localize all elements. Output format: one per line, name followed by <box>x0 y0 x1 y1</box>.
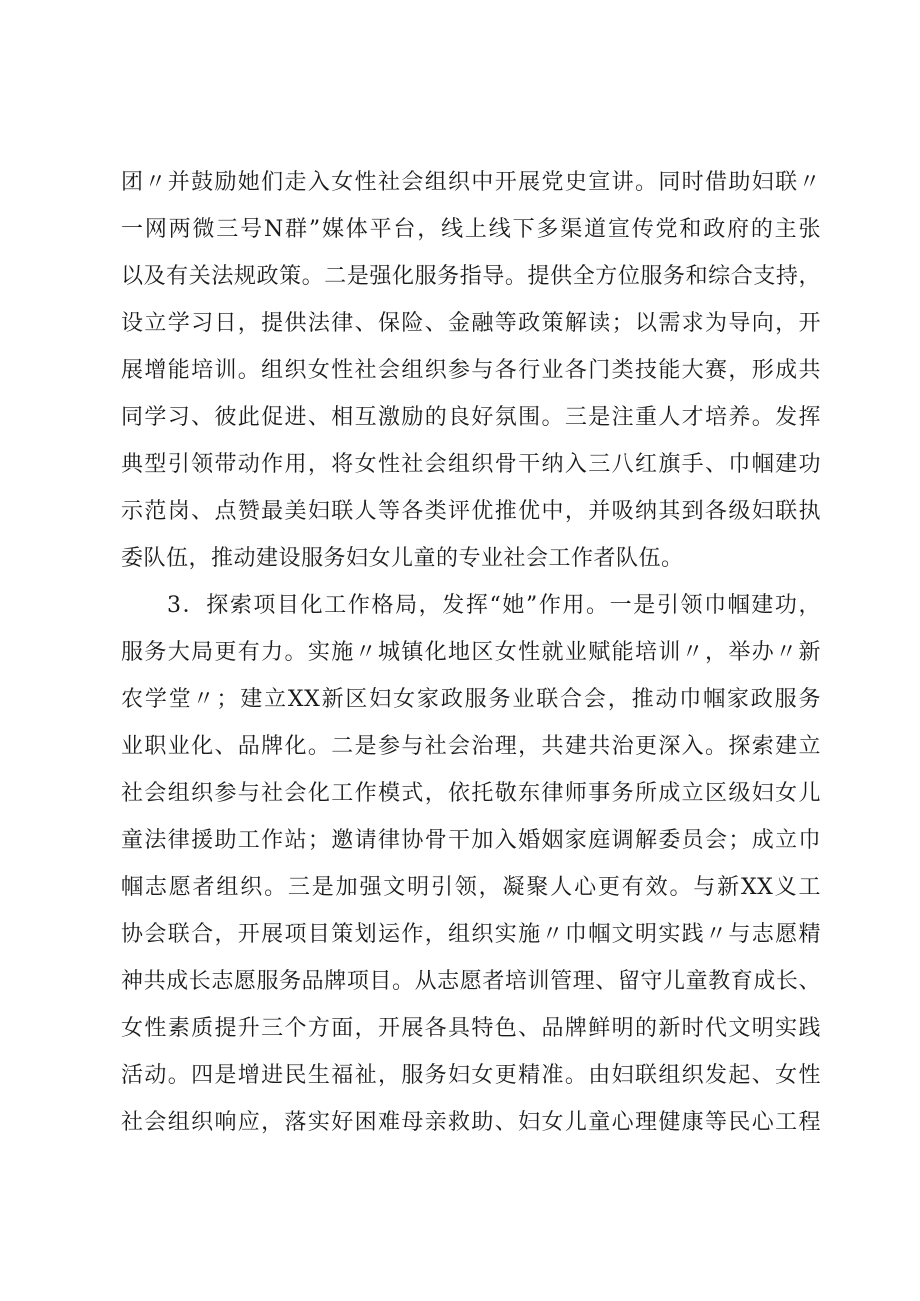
text-line-17: 协会联合，开展项目策划运作，组织实施〃巾帼文明实践〃与志愿精 <box>121 922 821 947</box>
text-line-12: 农学堂〃；建立XX新区妇女家政服务业联合会，推动巾帼家政服务 <box>121 687 821 712</box>
text-line-18: 神共成长志愿服务品牌项目。从志愿者培训管理、留守儿童教育成长、 <box>121 969 821 994</box>
text-line-16: 帼志愿者组织。三是加强文明引领，凝聚人心更有效。与新XX义工 <box>121 875 821 900</box>
text-line-8: 示范岗、点赞最美妇联人等各类评优推优中，并吸纳其到各级妇联执 <box>121 499 821 524</box>
text-line-3: 以及有关法规政策。二是强化服务指导。提供全方位服务和综合支持， <box>121 264 821 289</box>
text-line-7: 典型引领带动作用，将女性社会组织骨干纳入三八红旗手、巾帼建功 <box>121 452 821 477</box>
section-heading-line: 3．探索项目化工作格局，发挥“她”作用。一是引领巾帼建功， <box>167 593 821 618</box>
text-line-19: 女性素质提升三个方面，开展各具特色、品牌鲜明的新时代文明实践 <box>121 1016 821 1041</box>
text-line-1: 团〃并鼓励她们走入女性社会组织中开展党史宣讲。同时借助妇联〃 <box>121 170 821 195</box>
text-line-9: 委队伍，推动建设服务妇女儿童的专业社会工作者队伍。 <box>121 546 684 571</box>
text-line-2: 一网两微三号N群”媒体平台，线上线下多渠道宣传党和政府的主张 <box>121 217 821 242</box>
text-line-4: 设立学习日，提供法律、保险、金融等政策解读；以需求为导向，开 <box>121 311 821 336</box>
text-line-20: 活动。四是增进民生福祉，服务妇女更精准。由妇联组织发起、女性 <box>121 1063 821 1088</box>
text-line-13: 业职业化、品牌化。二是参与社会治理，共建共治更深入。探索建立 <box>121 734 821 759</box>
text-line-5: 展增能培训。组织女性社会组织参与各行业各门类技能大赛，形成共 <box>121 358 821 383</box>
text-line-15: 童法律援助工作站；邀请律协骨干加入婚姻家庭调解委员会；成立巾 <box>121 828 821 853</box>
text-line-14: 社会组织参与社会化工作模式，依托敬东律师事务所成立区级妇女儿 <box>121 781 821 806</box>
text-line-6: 同学习、彼此促进、相互激励的良好氛围。三是注重人才培养。发挥 <box>121 405 821 430</box>
text-line-11: 服务大局更有力。实施〃城镇化地区女性就业赋能培训〃，举办〃新 <box>121 640 821 665</box>
text-line-21: 社会组织响应，落实好困难母亲救助、妇女儿童心理健康等民心工程 <box>121 1110 821 1135</box>
